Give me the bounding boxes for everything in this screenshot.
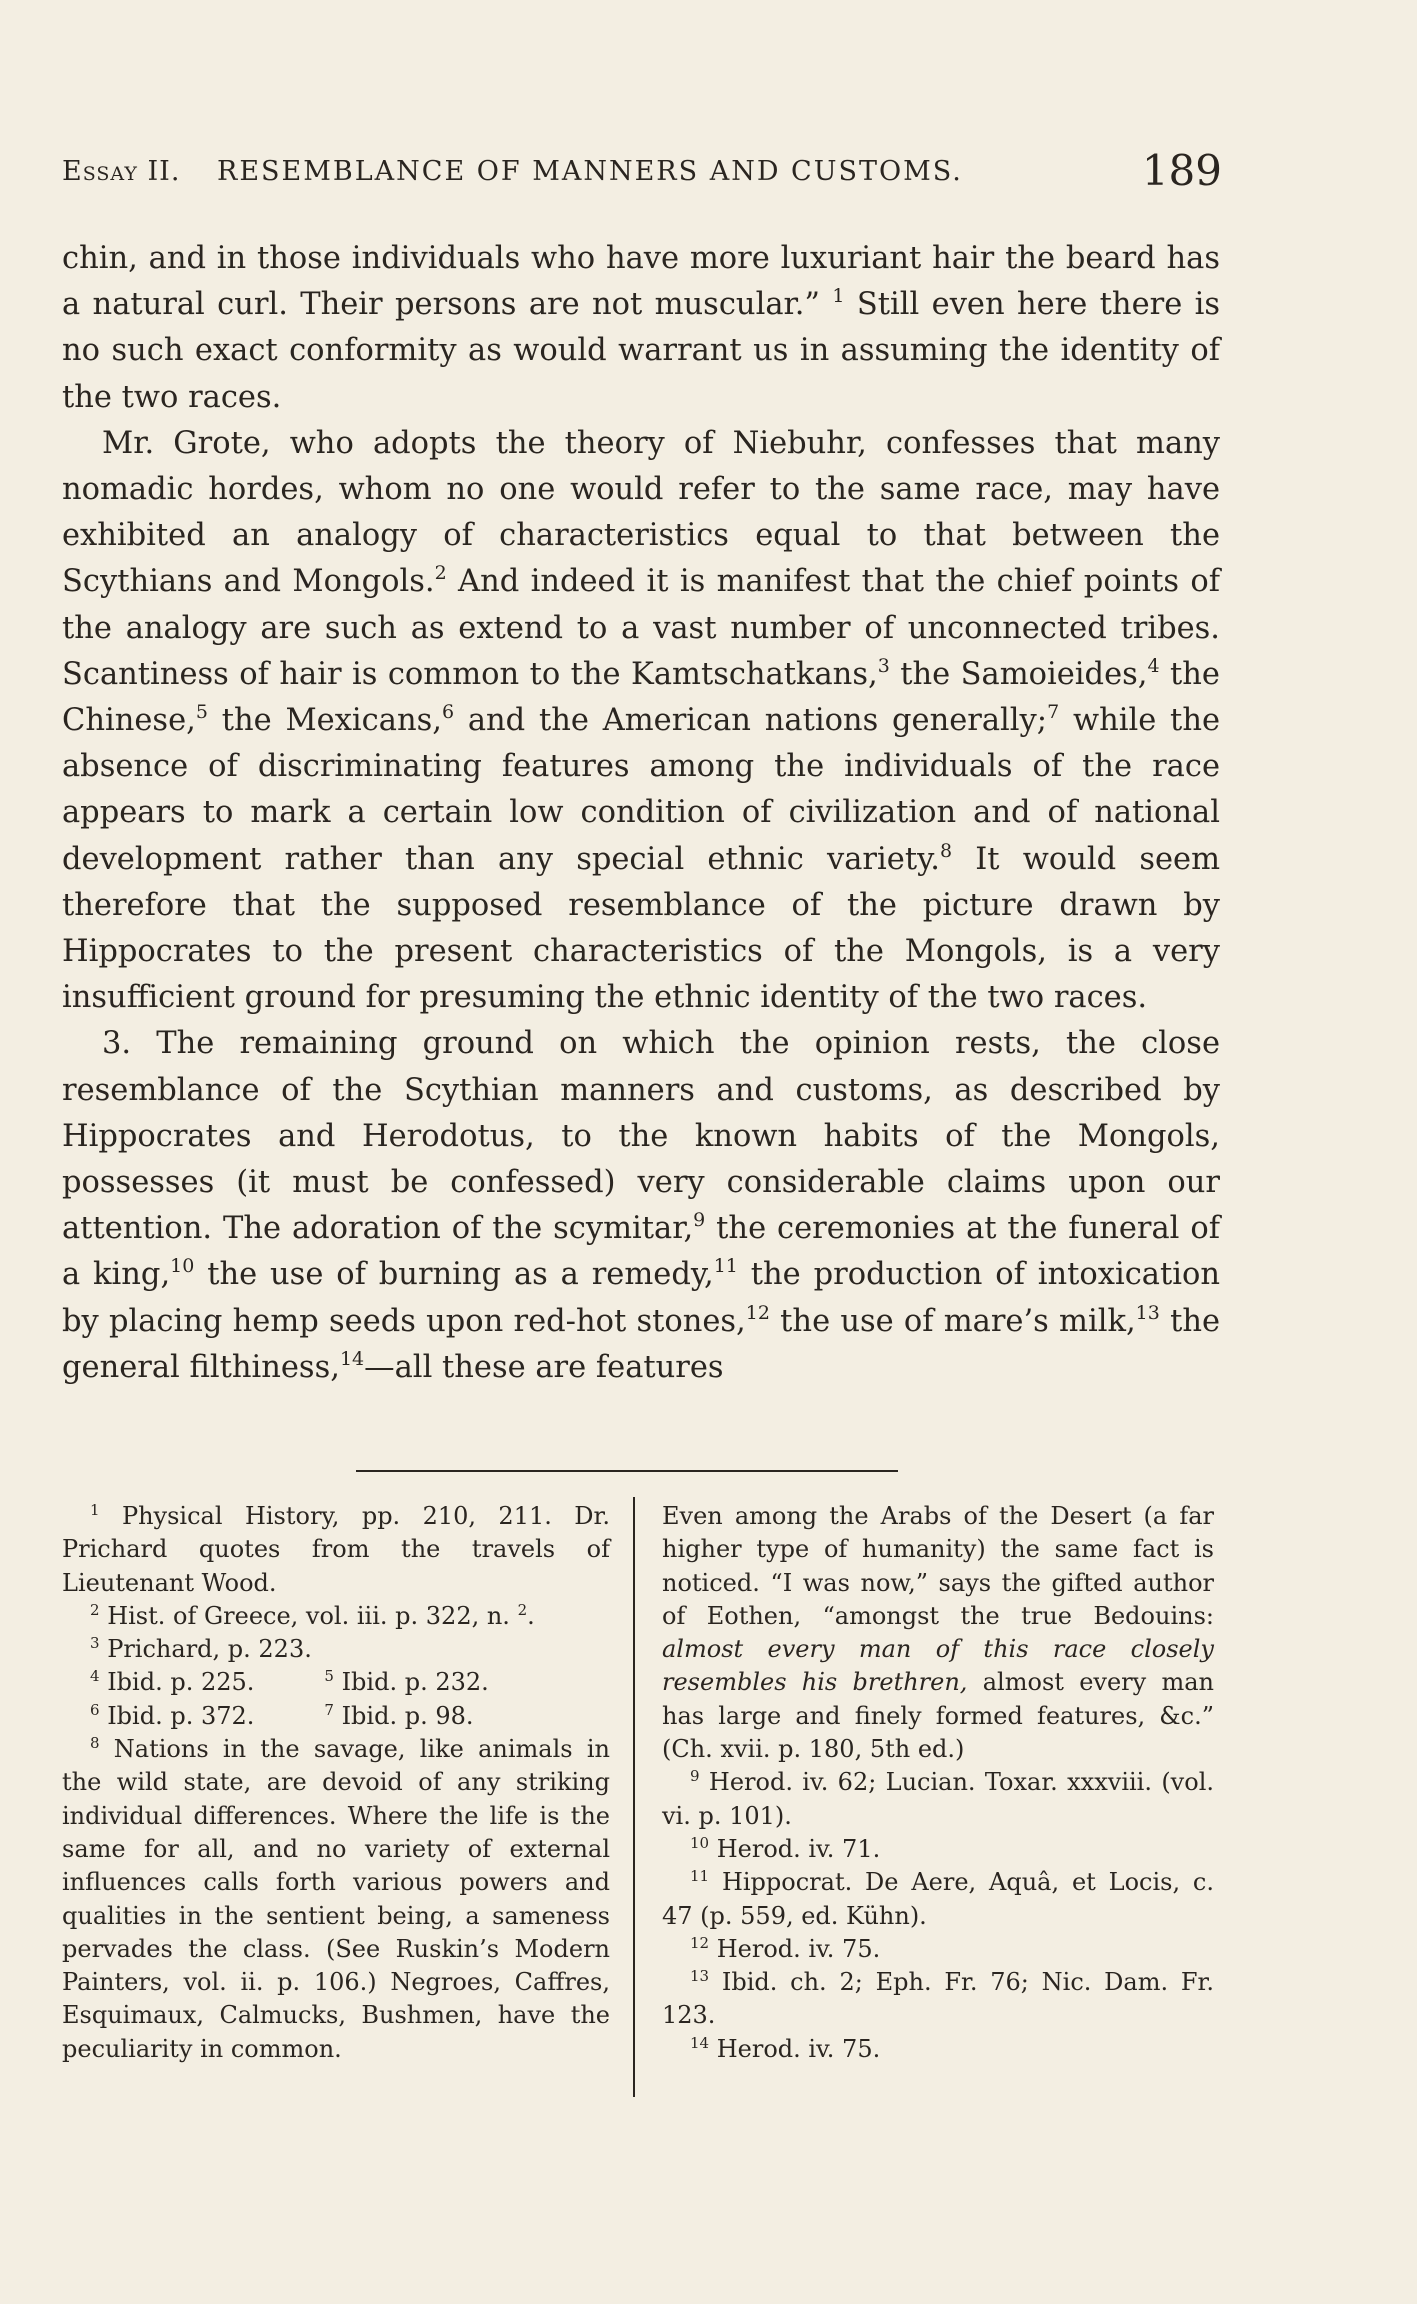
- page-number: 189: [1141, 146, 1222, 195]
- footnote-ref: 6: [441, 701, 455, 724]
- running-head-title: RESEMBLANCE OF MANNERS AND CUSTOMS.: [217, 156, 963, 187]
- footnote-ref: 3: [877, 654, 890, 677]
- footnote-9: $^9$ Herod. iv. 62; Lucian. Toxar. xxxviii. (vol. vi. p. 101).: [662, 1767, 1214, 1830]
- running-header: [62, 146, 1222, 196]
- footnote-10: $^{10}$ Herod. iv. 71.: [690, 1833, 881, 1863]
- footnote-ref: 14: [339, 1347, 365, 1370]
- footnotes-right-column: [662, 1500, 1214, 2066]
- paragraph-3: 3. The remaining ground on which the opinion rests, the close resemblance of the Scythian manners and customs, as described by Hippocrates and Herodotus, to the known habits of the Mongols, possesses (it must be confessed) very considerable claims upon our attention. The adoration of the scymitar,$^9$ the ceremonies at the funeral of a king,$^{10}$ the use of burning as a remedy,$^{11}$ the production of intoxication by placing hemp seeds upon red-hot stones,$^{12}$ the use of mare’s milk,$^{13}$ the general filthiness,$^{14}$—all these are features: [62, 1026, 1221, 1385]
- footnote-ref: 2: [434, 562, 447, 585]
- footnote-ref: 11: [713, 1255, 738, 1278]
- paragraph-1: chin, and in those individuals who have more luxuriant hair the beard has a natural curl. Their persons are not muscular.” $^1$ Still even here there is no such exact conformity as would warrant us in assuming the identity of the two races.: [62, 241, 1221, 415]
- footnote-4-5: $^4$ Ibid. p. 225. $^5$ Ibid. p. 232.: [90, 1667, 489, 1697]
- footnote-ref: 13: [1135, 1301, 1160, 1324]
- footnote-ref: 1: [832, 285, 845, 308]
- footnotes-left-column: [62, 1500, 610, 2066]
- footnote-12: $^{12}$ Herod. iv. 75.: [690, 1933, 881, 1963]
- footnote-2: $^2$ Hist. of Greece, vol. iii. p. 322, n. $^2$.: [90, 1600, 535, 1630]
- footnote-14: $^{14}$ Herod. iv. 75.: [690, 2033, 881, 2063]
- footnote-rule: [356, 1470, 898, 1472]
- footnote-6-7: $^6$ Ibid. p. 372. $^7$ Ibid. p. 98.: [90, 1700, 474, 1730]
- footnote-3: $^3$ Prichard, p. 223.: [90, 1634, 312, 1664]
- footnote-ref: 7: [1047, 701, 1060, 724]
- footnote-ref: 4: [1147, 654, 1160, 677]
- footnote-ref: 12: [745, 1301, 770, 1324]
- footnote-8: $^8$ Nations in the savage, like animals in the wild state, are devoid of any striking individual differences. Where the life is the same for all, and no variety of external influences calls forth various powers and qualities in the sentient being, a sameness pervades the class. (See Ruskin’s Modern Painters, vol. ii. p. 106.) Negroes, Caffres, Esquimaux, Calmucks, Bushmen, have the peculiarity in common.: [62, 1734, 610, 2063]
- footnote-1: $^1$ Physical History, pp. 210, 211. Dr. Prichard quotes from the travels of Lieutenant Wood.: [62, 1501, 610, 1597]
- footnote-11: $^{11}$ Hippocrat. De Aere, Aquâ, et Locis, c. 47 (p. 559, ed. Kühn).: [662, 1867, 1214, 1930]
- footnote-ref: 8: [939, 839, 953, 862]
- footnote-ref: 5: [195, 701, 208, 724]
- footnote-column-divider: [633, 1497, 635, 2097]
- footnote-ref: 9: [693, 1209, 706, 1232]
- running-head-essay: Essay II.: [62, 156, 181, 187]
- footnote-13: $^{13}$ Ibid. ch. 2; Eph. Fr. 76; Nic. Dam. Fr. 123.: [662, 1967, 1214, 2030]
- footnote-ref: 10: [170, 1255, 195, 1278]
- footnote-8-continued: Even among the Arabs of the Desert (a far higher type of humanity) the same fact is noticed. “I was now,” says the gifted author of Eothen, “amongst the true Bedouins: almost every man of this race closely resembles his brethren, almost every man has large and finely formed features, &c.” (Ch. xvii. p. 180, 5th ed.): [662, 1502, 1214, 1764]
- paragraph-2: Mr. Grote, who adopts the theory of Niebuhr, confesses that many nomadic hordes, whom no one would refer to the same race, may have exhibited an analogy of characteristics equal to that between the Scythians and Mongols.$^2$ And indeed it is manifest that the chief points of the analogy are such as extend to a vast number of unconnected tribes. Scantiness of hair is common to the Kamtschatkans,$^3$ the Samoieides,$^4$ the Chinese,$^5$ the Mexicans,$^6$ and the American nations generally;$^7$ while the absence of discriminating features among the individuals of the race appears to mark a certain low condition of civilization and of national development rather than any special ethnic variety.$^8$ It would seem therefore that the supposed resemblance of the picture drawn by Hippocrates to the present characteristics of the Mongols, is a very insufficient ground for presuming the ethnic identity of the two races.: [62, 425, 1221, 1016]
- main-text: [62, 236, 1220, 1391]
